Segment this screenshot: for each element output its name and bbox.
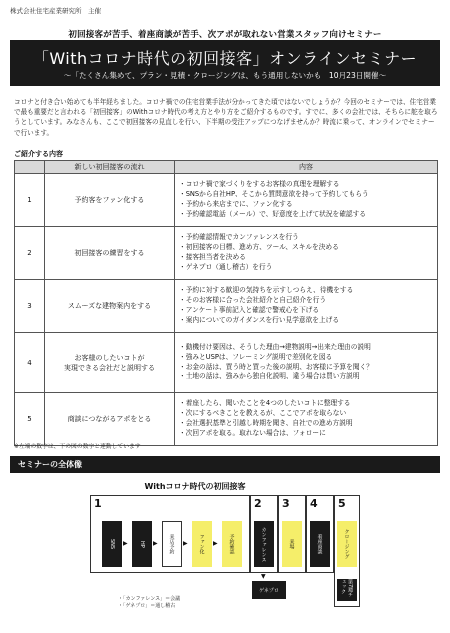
frame-number-1: 1 — [94, 497, 102, 510]
row-number: 5 — [15, 393, 45, 446]
row-flow-line: お客様のしたいコトが — [74, 353, 145, 362]
content-section-label: ご紹介する内容 — [14, 150, 63, 158]
row-items — [175, 333, 438, 393]
arrow-icon: ▶ — [183, 540, 188, 547]
list-item: ・ 次にするべきことを教えるが、ここでアポを取らない — [179, 409, 433, 419]
header-flow: 新しい初回接客の流れ — [45, 161, 175, 174]
row-flow: 初回接客の練習をする — [45, 227, 175, 280]
frame-number-3: 3 — [282, 497, 290, 510]
step-fan — [192, 521, 212, 567]
list-item: ・ SNSから自社HP、そこから質問意欲を持って予約してもらう — [179, 190, 433, 200]
step-fan-label: ファン化 — [198, 534, 205, 554]
step-conference-label: カンファレンス — [260, 526, 267, 562]
row-flow: スムーズな建物案内をする — [45, 280, 175, 333]
list-item: ・ 予約確認情報でカンファレンスを行う — [179, 233, 433, 243]
table-row — [15, 174, 438, 227]
row-items — [175, 227, 438, 280]
list-item: ・ 予約確認電話（メール）で、好意度を上げて状況を確認する — [179, 210, 433, 220]
list-item: ・ 接客担当者を決める — [179, 253, 433, 263]
row-number: 2 — [15, 227, 45, 280]
row-number: 3 — [15, 280, 45, 333]
step-conference — [254, 521, 274, 567]
step-hp-label: HP — [139, 540, 145, 548]
step-visit-label: 来場 — [288, 539, 295, 549]
banner-subtitle: ～「たくさん集めて、プラン・見積・クロージングは、もう通用しないかも 10月23日開催～ — [63, 71, 387, 80]
row-flow-line: 実現できる会社だと説明する — [64, 363, 155, 372]
list-item: ・ お金の話は、買う時と買った後の説明、お客様に予算を聞く？ — [179, 363, 433, 373]
arrow-icon: ▶ — [123, 540, 128, 547]
header-contents: 内容 — [175, 161, 438, 174]
table-row — [15, 333, 438, 393]
list-item: ・ 予約から来店までに、ファン化する — [179, 200, 433, 210]
title-banner — [10, 40, 440, 86]
list-item: ・ コロナ禍で家づくりをするお客様の真理を理解する — [179, 180, 433, 190]
list-item: ・ 動機付け要因は、そうした理由→建物説明→出来た理由の説明 — [179, 343, 433, 353]
step-confirm — [222, 521, 242, 567]
step-closing-label: クロージング — [343, 529, 350, 559]
list-item: ・ 予約に対する歓迎の気持ちを示すしつらえ、待機をする — [179, 286, 433, 296]
content-table — [14, 160, 438, 446]
legend-item: ・「カンファレンス」＝会議 — [118, 596, 181, 602]
overview-bar — [10, 456, 440, 473]
arrow-down-icon: ▼ — [261, 573, 266, 580]
step-genepro-label: ゲネプロ — [259, 587, 279, 594]
organizer-text: 株式会社住宅産業研究所 主催 — [10, 7, 101, 15]
list-item: ・ 初回接客の目標、進め方、ツール、スキルを決める — [179, 243, 433, 253]
row-items — [175, 393, 438, 446]
table-row — [15, 227, 438, 280]
step-reservation-label: 来店予約 — [168, 534, 175, 554]
list-item: ・ 土地の話は、強みから独自化説明、違う場合は買い方説明 — [179, 372, 433, 382]
step-visit — [282, 521, 302, 567]
step-confirm-label: 予約確認 — [228, 534, 235, 554]
frame-number-5: 5 — [338, 497, 346, 510]
list-item: ・ そのお客様に合った会社紹介と自己紹介を行う — [179, 296, 433, 306]
step-sns-label: SNS — [109, 538, 115, 550]
row-items — [175, 174, 438, 227]
overview-title: セミナーの全体像 — [18, 460, 82, 469]
step-genepro — [252, 581, 286, 599]
row-number: 4 — [15, 333, 45, 393]
banner-title: 「Withコロナ時代の初回接客」オンラインセミナー — [32, 49, 418, 68]
list-item: ・ ゲネプロ（通し稽古）を行う — [179, 263, 433, 273]
diagram-title: Withコロナ時代の初回接客 — [144, 482, 246, 491]
legend-item: ・「ゲネプロ」＝通し稽古 — [118, 603, 176, 609]
list-item: ・ 次回アポを取る。取れない場合は、フォローに — [179, 429, 433, 439]
arrow-icon: ▶ — [213, 540, 218, 547]
step-hp — [132, 521, 152, 567]
row-items — [175, 280, 438, 333]
frame-number-2: 2 — [254, 497, 262, 510]
list-item: ・ アンケート事前記入と確認で警戒心を下げる — [179, 306, 433, 316]
row-flow — [45, 333, 175, 393]
intro-paragraph: コロナと付き合い始めても半年経ちました。コロナ禍での住宅営業手法が分かってきた頃ではないでしょうか？今回のセミナーでは、住宅営業で最も重要だと言われる「初回接客」のWithコロナ時代の考え方とやり方をご紹介するものです。すでに、多くの会社では、そちらに舵を取ろうとしています。みなさんも、ここで初回接客の見直しを行い、下半期の受注アップにつなげませんか？時流に乗って、オンラインでセミナーで行います。 — [14, 98, 438, 137]
list-item: ・ 強みとUSPは、フレーミング説明で差別化を図る — [179, 353, 433, 363]
subheadline: 初回接客が苦手、着座商談が苦手、次アポが取れない営業スタッフ向けセミナー — [68, 30, 382, 40]
row-number: 1 — [15, 174, 45, 227]
step-weekly — [337, 579, 357, 601]
step-reservation — [162, 521, 182, 567]
step-weekly-label: 第7週チェック — [340, 579, 353, 598]
table-row — [15, 393, 438, 446]
table-note: ※左端の数字は、下の図の数字と連動しています — [14, 444, 141, 450]
frame-number-4: 4 — [310, 497, 318, 510]
list-item: ・ 会社選択基準と引越し時期を聞き、自社での進め方説明 — [179, 419, 433, 429]
list-item: ・ 着座したら、聞いたことを4つのしたいコトに整理する — [179, 399, 433, 409]
header-num — [15, 161, 45, 174]
table-row — [15, 280, 438, 333]
list-item: ・ 案内についてのガイダンスを行い見学意欲を上げる — [179, 316, 433, 326]
row-flow: 商談につながるアポをとる — [45, 393, 175, 446]
table-header-row — [15, 161, 438, 174]
step-sns — [102, 521, 122, 567]
step-seated-label: 着座商談 — [316, 534, 323, 554]
flow-diagram — [90, 495, 360, 607]
row-flow: 予約客をファン化する — [45, 174, 175, 227]
arrow-icon: ▶ — [153, 540, 158, 547]
step-seated — [310, 521, 330, 567]
step-closing — [337, 521, 357, 567]
legend — [118, 596, 180, 610]
